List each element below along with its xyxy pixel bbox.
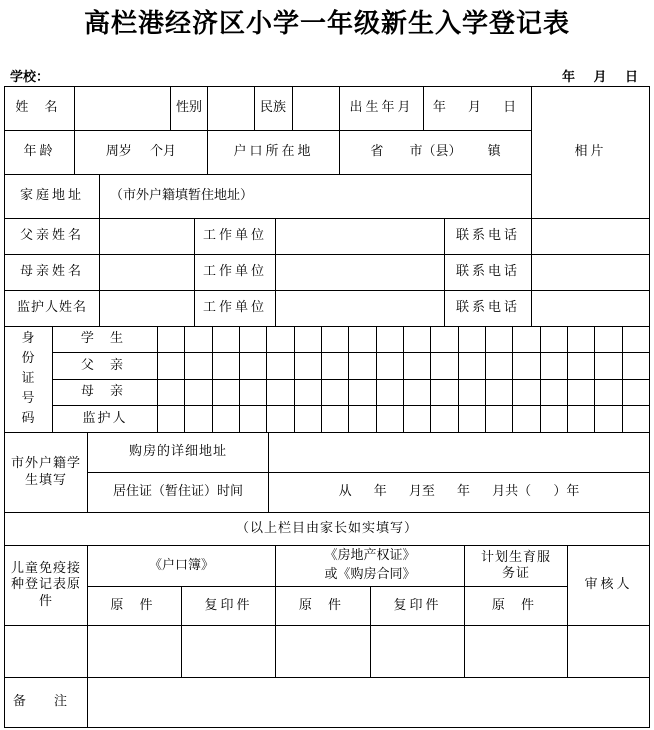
name-label: 姓 名 <box>15 100 64 116</box>
hukou-book-label: 《户口簿》 <box>148 557 214 573</box>
id-digit-divider <box>485 326 486 432</box>
id-digit-divider <box>294 326 295 432</box>
row-rule <box>4 254 650 255</box>
col-rule <box>74 86 75 130</box>
row-rule <box>4 625 650 626</box>
id-digit-divider <box>512 326 513 432</box>
col-rule <box>292 86 293 130</box>
col-rule <box>99 218 100 326</box>
row-rule <box>4 218 650 219</box>
mother-work-unit-label: 工作单位 <box>202 264 267 280</box>
col-rule <box>157 326 158 432</box>
immunization-record-label: 儿童免疫接种登记表原件 <box>10 561 81 609</box>
form-title: 高栏港经济区小学一年级新生入学登记表 <box>83 9 570 39</box>
hukou-copy-label: 复印件 <box>204 597 253 613</box>
id-row-guardian: 监护人 <box>82 410 128 426</box>
id-number-label: 身份证号码 <box>21 330 35 427</box>
id-digit-divider <box>266 326 267 432</box>
id-digit-divider <box>430 326 431 432</box>
id-digit-divider <box>622 326 623 432</box>
residence-permit-label: 居住证（暂住证）时间 <box>112 484 243 500</box>
id-row-father: 父 亲 <box>80 357 130 373</box>
table-border-bottom <box>4 727 650 728</box>
id-row-student: 学 生 <box>80 331 130 347</box>
id-digit-divider <box>540 326 541 432</box>
school-label: 学校： <box>10 70 50 85</box>
property-document-label <box>276 546 464 586</box>
hukou-value: 省 市（县） 镇 <box>370 144 501 160</box>
property-line-1: 《房地产权证》 <box>324 548 416 564</box>
col-rule <box>275 218 276 326</box>
remarks-label: 备 注 <box>12 694 80 710</box>
id-digit-divider <box>212 326 213 432</box>
mother-name-label: 母亲姓名 <box>19 264 84 280</box>
registration-table <box>4 86 650 728</box>
father-name-label: 父亲姓名 <box>19 228 84 244</box>
guardian-work-unit-label: 工作单位 <box>202 300 267 316</box>
col-rule <box>254 86 255 130</box>
address-label: 家庭地址 <box>19 188 84 204</box>
id-digit-divider <box>567 326 568 432</box>
guardian-phone-label: 联系电话 <box>455 300 520 316</box>
id-digit-divider <box>239 326 240 432</box>
hukou-label: 户口所在地 <box>233 144 314 160</box>
id-row-mother: 母 亲 <box>80 384 130 400</box>
father-work-unit-label: 工作单位 <box>202 228 267 244</box>
age-value: 周岁 个月 <box>105 144 177 160</box>
age-label: 年龄 <box>23 144 56 160</box>
father-phone-label: 联系电话 <box>455 228 520 244</box>
sex-label: 性别 <box>175 100 202 116</box>
house-address-label: 购房的详细地址 <box>128 444 227 460</box>
col-rule <box>170 86 171 130</box>
id-digit-divider <box>184 326 185 432</box>
address-note: （市外户籍填暂住地址） <box>110 188 254 204</box>
reviewer-label: 审核人 <box>584 577 633 593</box>
table-border-right <box>649 86 650 728</box>
birth-value: 年 月 日 <box>432 100 523 116</box>
nonlocal-label: 市外户籍学生填写 <box>10 456 81 488</box>
id-digit-divider <box>321 326 322 432</box>
property-copy-label: 复印件 <box>393 597 442 613</box>
property-line-2: 或《购房合同》 <box>324 567 416 582</box>
id-digit-divider <box>458 326 459 432</box>
residence-permit-period: 从 年 月至 年 月共（ ）年 <box>338 484 580 500</box>
id-digit-divider <box>376 326 377 432</box>
mother-phone-label: 联系电话 <box>455 264 520 280</box>
family-planning-label: 计划生育服务证 <box>480 549 551 581</box>
id-digit-divider <box>348 326 349 432</box>
row-rule <box>4 290 650 291</box>
family-plan-original-label: 原 件 <box>491 597 541 613</box>
birth-label: 出生年月 <box>349 100 414 116</box>
col-rule <box>87 625 88 728</box>
parent-fill-note: （以上栏目由家长如实填写） <box>235 520 418 536</box>
date-label: 年 月 日 <box>561 70 638 85</box>
photo-label: 相片 <box>574 144 607 160</box>
ethnicity-label: 民族 <box>259 100 286 116</box>
property-original-label: 原 件 <box>298 597 348 613</box>
id-digit-divider <box>594 326 595 432</box>
col-rule <box>531 218 532 326</box>
hukou-original-label: 原 件 <box>110 597 159 613</box>
id-digit-divider <box>403 326 404 432</box>
guardian-name-label: 监护人姓名 <box>16 300 87 316</box>
col-rule <box>207 86 208 130</box>
row-rule <box>4 677 650 678</box>
